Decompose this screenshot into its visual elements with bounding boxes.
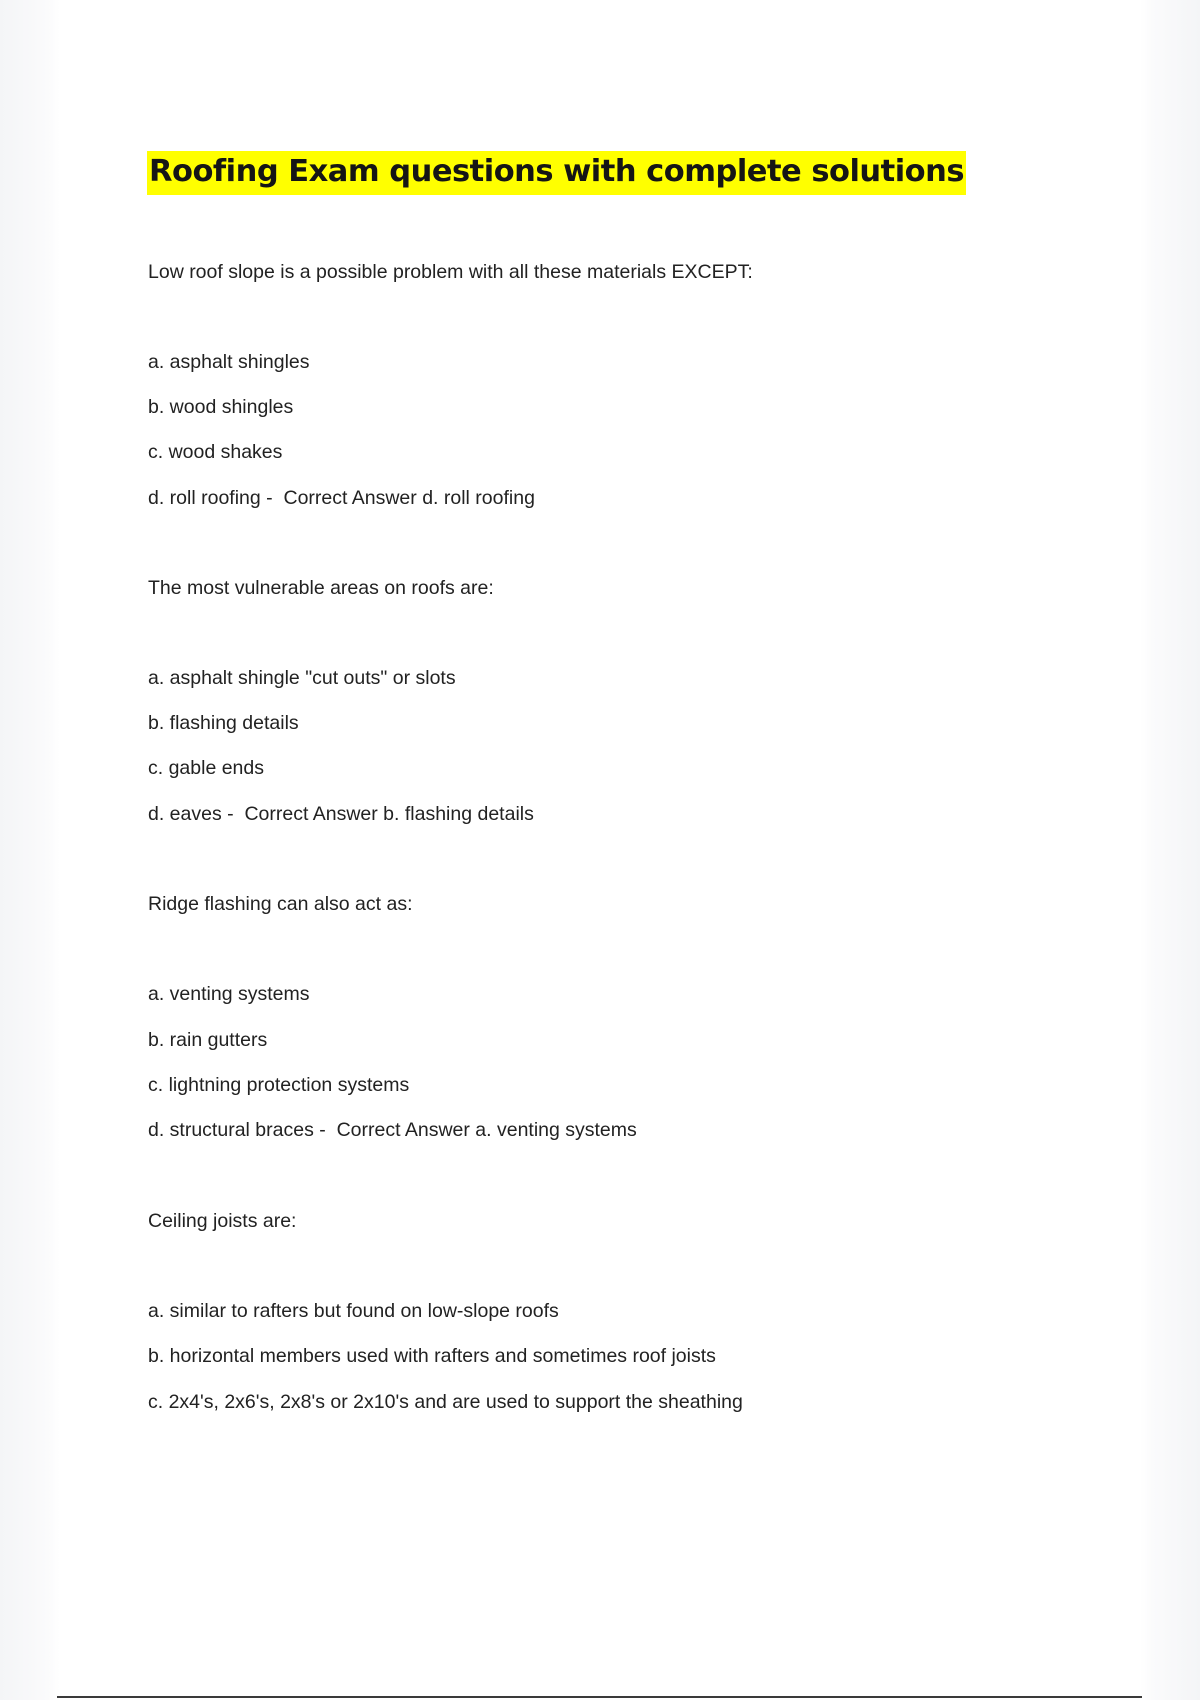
question-3-option-b: b. rain gutters [148,1029,268,1051]
question-2-option-d: d. eaves [148,803,222,825]
question-2-correct-answer: Correct Answer b. flashing details [244,803,534,825]
question-3-correct-answer: Correct Answer a. venting systems [336,1119,637,1141]
question-4-prompt: Ceiling joists are: [148,1210,297,1232]
question-4-option-b: b. horizontal members used with rafters and sometimes roof joists [148,1345,716,1367]
answer-separator: - [221,803,245,825]
question-4-option-c: c. 2x4's, 2x6's, 2x8's or 2x10's and are used to support the sheathing [148,1391,743,1413]
question-2-prompt: The most vulnerable areas on roofs are: [148,577,494,599]
question-3-option-a: a. venting systems [148,983,310,1005]
question-3-option-d-line [148,1118,637,1142]
question-1-correct-answer: Correct Answer d. roll roofing [283,487,535,509]
question-4-option-a: a. similar to rafters but found on low-slope roofs [148,1300,559,1322]
question-1-option-d: d. roll roofing [148,487,261,509]
question-3-option-c: c. lightning protection systems [148,1074,410,1096]
answer-separator: - [313,1119,337,1141]
question-1-option-a: a. asphalt shingles [148,351,310,373]
question-2-option-c: c. gable ends [148,757,265,779]
question-2-option-d-line [148,802,534,826]
document-title: Roofing Exam questions with complete solutions [147,151,966,195]
question-1-option-c: c. wood shakes [148,441,283,463]
question-3-option-d: d. structural braces [148,1119,314,1141]
question-3-prompt: Ridge flashing can also act as: [148,893,413,915]
answer-separator: - [260,487,284,509]
question-1-prompt: Low roof slope is a possible problem with all these materials EXCEPT: [148,261,753,283]
question-1-option-d-line [148,486,535,510]
question-1-option-b: b. wood shingles [148,396,294,418]
bottom-rule [57,1696,1142,1698]
question-2-option-a: a. asphalt shingle "cut outs" or slots [148,667,456,689]
question-2-option-b: b. flashing details [148,712,299,734]
